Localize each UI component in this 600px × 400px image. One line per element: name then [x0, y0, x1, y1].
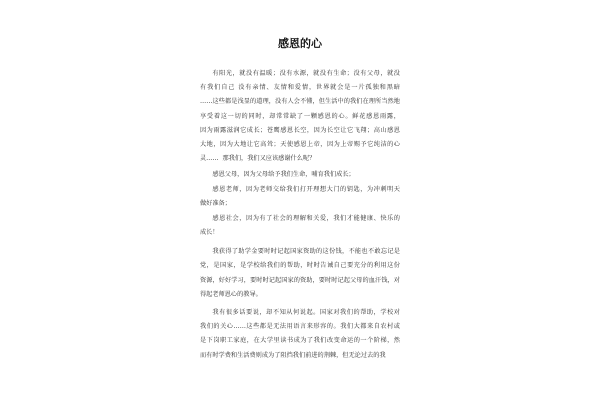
document-title: 感恩的心 — [278, 37, 322, 50]
text-line: 感恩老师，因为老师交给我们打开理想大门的钥匙，为冲刺明天 — [212, 185, 400, 193]
paragraph — [200, 306, 400, 363]
text-line: 是下岗职工家庭，在大学里读书成为了我们改变命运的一个阶梯，然 — [200, 337, 400, 345]
text-line: 因为雨露滋润它成长；苍鹰感恩长空，因为长空让它飞翔；高山感恩 — [200, 126, 400, 134]
paragraph — [200, 168, 400, 182]
text-line: 大地，因为大地让它高耸；天使感恩上帝，因为上帝赐予它纯洁的心 — [200, 140, 400, 148]
text-line: 做好准备； — [200, 199, 231, 207]
paragraph — [200, 245, 400, 302]
text-line: 有我们自己 没有亲情、友情和爱情，世界就会是一片孤独和黑暗 — [200, 84, 400, 92]
paragraph — [200, 67, 400, 166]
text-line: 感恩父母，因为父母给予我们生命，哺育我们成长； — [212, 171, 355, 179]
text-line: ……这些都是浅显的道理，没有人会不懂，但生活中的我们在理所当然地 — [200, 98, 400, 106]
paragraph — [200, 212, 400, 240]
text-line: 党，是国家，是学校给我们的帮助，时时告诫自己要充分的利用这份 — [200, 262, 400, 270]
text-line: 有阳光，就没有温暖；没有水源，就没有生命；没有父母，就没 — [212, 70, 400, 77]
text-line: 享受着这一切的同时，却常常缺了一颗感恩的心。鲜花感恩雨露， — [200, 112, 400, 120]
text-line: 我们的关心……这些都是无法用语言来形容的。我们大都来自农村或 — [200, 323, 400, 331]
text-line: 成长！ — [200, 229, 219, 237]
text-line: 感恩社会，因为有了社会的理解和关爱，我们才能健康、快乐的 — [212, 214, 400, 222]
document-body — [200, 67, 400, 363]
text-line: 我有很多话要说，却不知从何说起。国家对我们的帮助，学校对 — [212, 309, 400, 316]
paragraph — [200, 183, 400, 211]
text-line: 灵…… 那我们，我们又应该感谢什么呢？ — [200, 155, 316, 163]
text-line: 资源，好好学习，要时时记起国家的资助，要时时记起父母的血汗钱，对 — [200, 276, 400, 284]
text-line: 我获得了助学金要时时记起国家资助的这份钱，不能也不敢忘记是 — [212, 248, 400, 256]
text-line: 得起老师恩心的教导。 — [200, 290, 262, 298]
text-line: 而有时学费和生活费则成为了阻挡我们前进的荆棘，但无论过去的我 — [200, 351, 386, 359]
